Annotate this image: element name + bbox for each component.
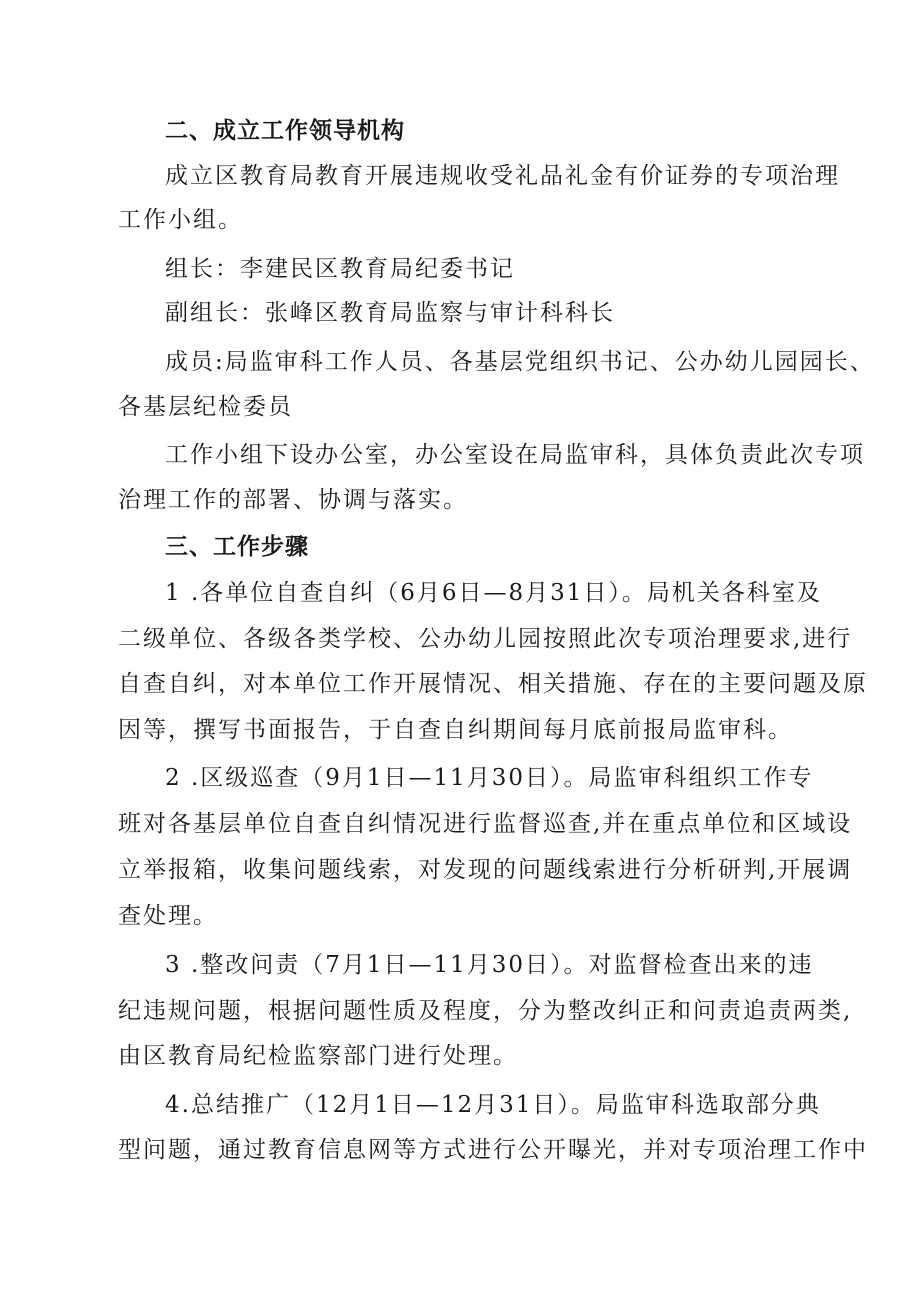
paragraph-line: 工作小组。 [118,207,243,233]
step2-line: 查处理。 [118,903,218,929]
step1-line: 二级单位、各级各类学校、公办幼儿园按照此次专项治理要求,进行 [118,626,853,652]
step4-line: 型问题，通过教育信息网等方式进行公开曝光，并对专项治理工作中 [118,1137,868,1163]
section-heading-2: 二、成立工作领导机构 [165,118,405,144]
step3-line: 由区教育局纪检监察部门进行处理。 [118,1043,518,1069]
step4-line: 4.总结推广（12月1日—12月31日）。局监审科选取部分典 [165,1092,821,1118]
deputy-leader-line: 副组长：张峰区教育局监察与审计科科长 [165,300,615,326]
office-line: 工作小组下设办公室，办公室设在局监审科，具体负责此次专项 [165,442,865,468]
office-line: 治理工作的部署、协调与落实。 [118,487,468,513]
step1-line: 因等，撰写书面报告，于自查自纠期间每月底前报局监审科。 [118,717,793,743]
members-line: 成员:局监审科工作人员、各基层党组织书记、公办幼儿园园长、 [165,349,875,375]
step2-line: 立举报箱，收集问题线索，对发现的问题线索进行分析研判,开展调 [118,857,853,883]
step2-line: 2 .区级巡查（9月1日—11月30日）。局监审科组织工作专 [165,765,814,791]
members-line: 各基层纪检委员 [118,394,293,420]
paragraph-line: 成立区教育局教育开展违规收受礼品礼金有价证券的专项治理 [165,163,840,189]
step3-line: 3 .整改问责（7月1日—11月30日）。对监督检查出来的违 [165,952,814,978]
section-heading-3: 三、工作步骤 [165,534,309,560]
step3-line: 纪违规问题，根据问题性质及程度，分为整改纠正和问责追责两类, [118,998,853,1024]
step1-line: 1 .各单位自查自纠（6月6日—8月31日）。局机关各科室及 [165,580,822,606]
leader-line: 组长：李建民区教育局纪委书记 [165,256,515,282]
step1-line: 自查自纠，对本单位工作开展情况、相关措施、存在的主要问题及原 [118,671,868,697]
step2-line: 班对各基层单位自查自纠情况进行监督巡查,并在重点单位和区域设 [118,811,853,837]
